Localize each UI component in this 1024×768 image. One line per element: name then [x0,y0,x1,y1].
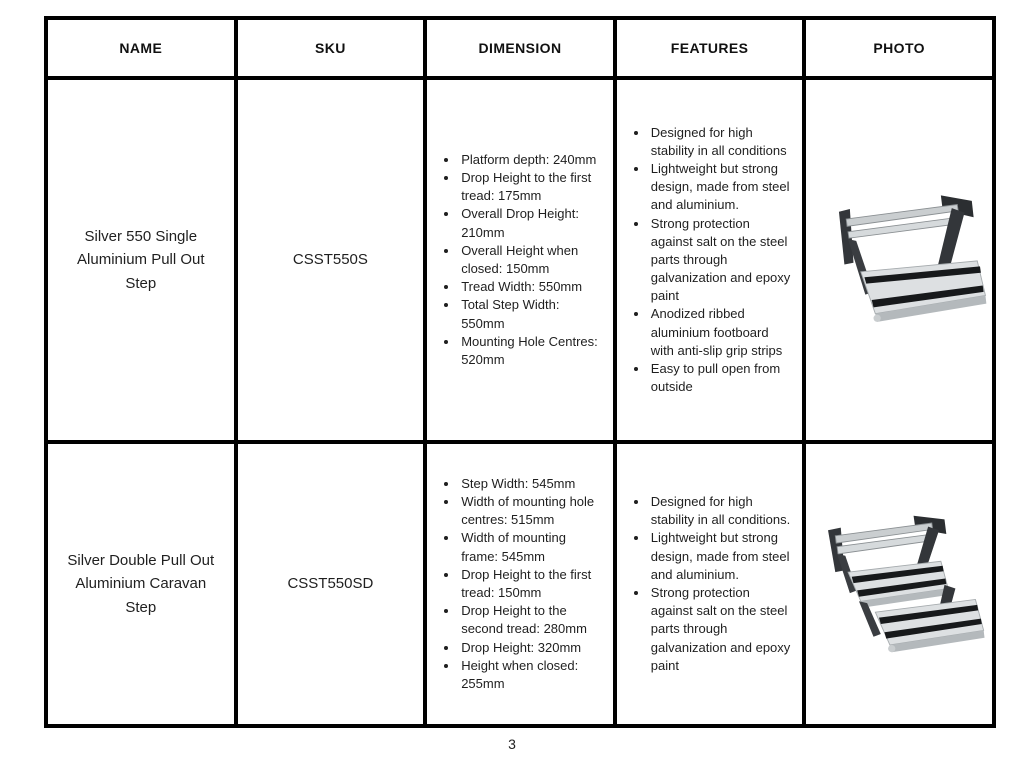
header-label: NAME [119,40,163,56]
bullet-item: • Designed for high stability in all conditions [649,124,793,160]
bullet-item: • Lightweight but strong design, made from steel and aluminium. [649,160,793,215]
product-name-row2 [46,442,236,726]
bullet-item: • Drop Height to the second tread: 280mm [459,602,603,638]
page-number: 3 [508,736,516,752]
product-sku-row1 [236,78,426,442]
product-photo-cell-row2 [804,442,994,726]
dimension-list [441,475,603,693]
double-pull-out-step-photo [808,499,990,669]
bullet-item: • Step Width: 545mm [459,475,603,493]
column-header-dimension [425,18,615,78]
bullet-item: • Width of mounting hole centres: 515mm [459,493,603,529]
single-step-image [808,179,990,341]
header-label: DIMENSION [478,40,562,56]
product-name-row1 [46,78,236,442]
column-header-name [46,18,236,78]
product-features-row1 [615,78,805,442]
product-features-row2 [615,442,805,726]
bullet-item: • Drop Height: 320mm [459,639,603,657]
column-header-sku [236,18,426,78]
product-dimensions-row2 [425,442,615,726]
bullet-item: • Platform depth: 240mm [459,151,603,169]
column-header-features [615,18,805,78]
header-label: SKU [315,40,346,56]
bullet-item: • Overall Drop Height: 210mm [459,205,603,241]
product-dimensions-row1 [425,78,615,442]
bullet-item: • Anodized ribbed aluminium footboard with anti-slip grip strips [649,305,793,360]
dimension-list [441,151,603,369]
bullet-item: • Strong protection against salt on the steel parts through galvanization and epoxy paint [649,215,793,306]
double-step-image [808,503,990,665]
bullet-item: • Mounting Hole Centres: 520mm [459,333,603,369]
product-photo-cell-row1 [804,78,994,442]
product-sku-row2 [236,442,426,726]
product-name-text: Silver Double Pull Out Aluminium Caravan Step [67,552,215,616]
bullet-item: • Overall Height when closed: 150mm [459,242,603,278]
bullet-item: • Total Step Width: 550mm [459,296,603,332]
column-header-photo [804,18,994,78]
bullet-item: • Drop Height to the first tread: 175mm [459,169,603,205]
feature-list [631,124,793,397]
header-label: PHOTO [873,40,925,56]
feature-list [631,493,793,675]
bullet-item: • Drop Height to the first tread: 150mm [459,566,603,602]
bullet-item: • Easy to pull open from outside [649,360,793,396]
product-sku-text: CSST550SD [287,575,374,593]
bullet-item: • Designed for high stability in all conditions. [649,493,793,529]
product-name-text: Silver 550 Single Aluminium Pull Out Step [77,228,205,292]
bullet-item: • Lightweight but strong design, made from steel and aluminium. [649,529,793,584]
header-label: FEATURES [670,40,749,56]
single-pull-out-step-photo [808,175,990,345]
product-sku-text: CSST550S [292,251,368,269]
bullet-item: • Width of mounting frame: 545mm [459,529,603,565]
product-spec-table [44,16,996,728]
bullet-item: • Height when closed: 255mm [459,657,603,693]
bullet-item: • Tread Width: 550mm [459,278,603,296]
bullet-item: • Strong protection against salt on the steel parts through galvanization and epoxy paint [649,584,793,675]
